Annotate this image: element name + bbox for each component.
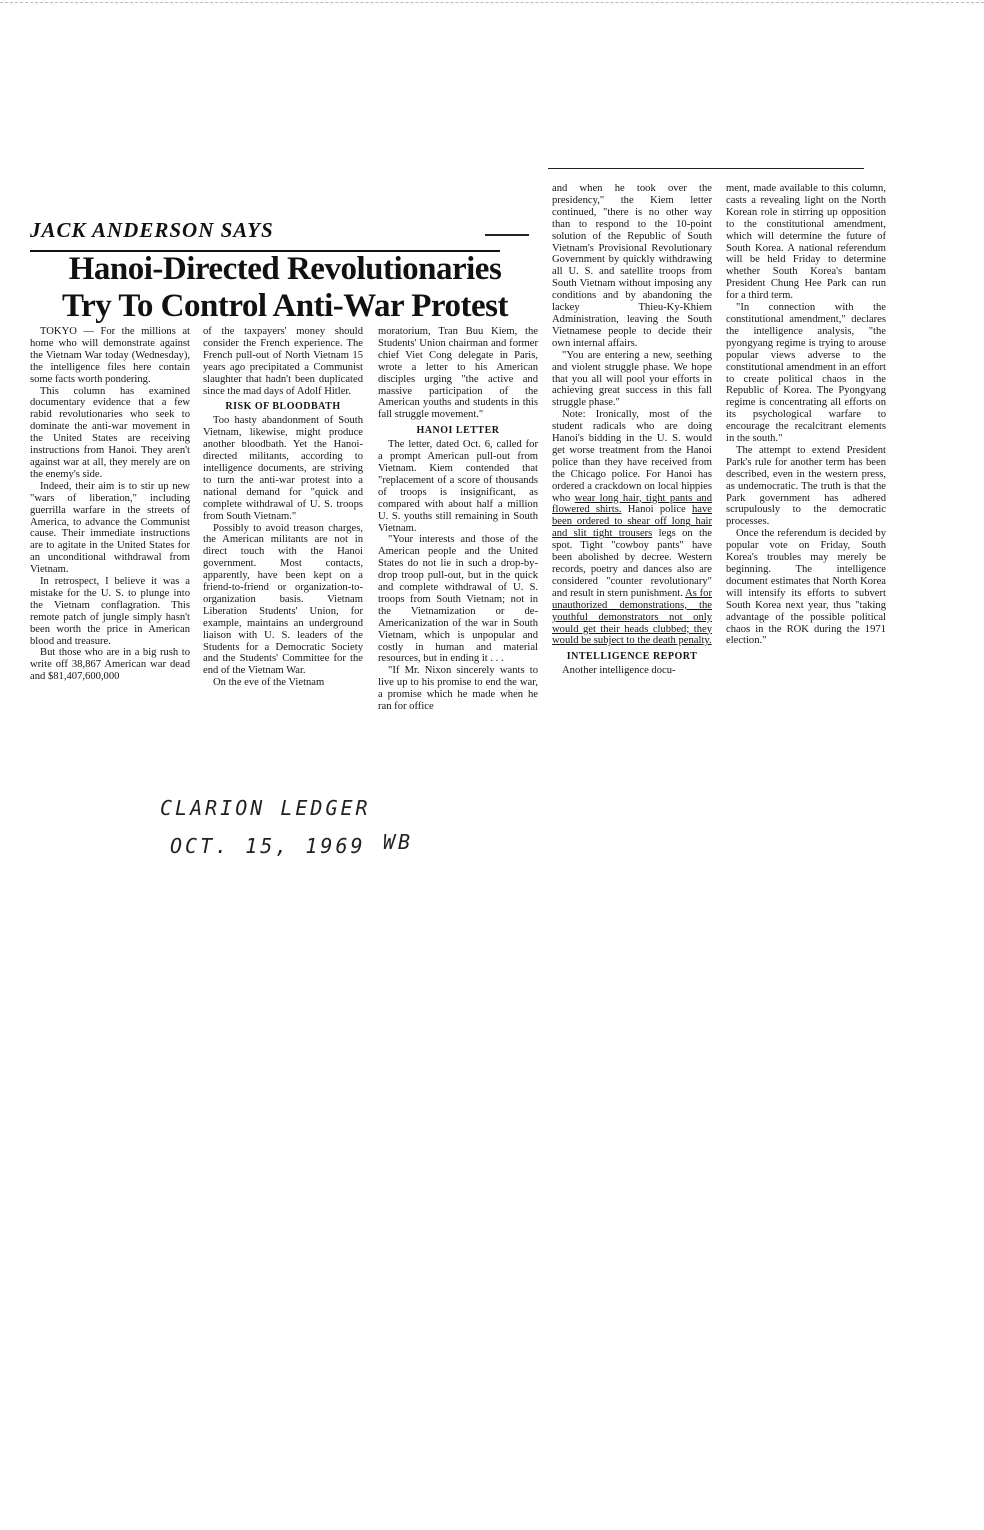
page-top-dashed-rule <box>0 2 984 3</box>
paragraph: of the taxpayers' money should consider the French experience. The French pull-out of North Vietnam 15 years ago precipitated a Communist slaughter that hadn't been duplicated since the mad days of Adolf Hitler. <box>203 326 363 397</box>
subhead-risk-of-bloodbath: RISK OF BLOODBATH <box>225 401 341 413</box>
paragraph-text: legs on the spot. Tight "cowboy pants" have been abolished by decree. Western records, poetry and dances also are considered "counter revolutionary" and result in stern punishment. <box>552 528 712 599</box>
paragraph: The letter, dated Oct. 6, called for a prompt American pull-out from Vietnam. Kiem contended that "replacement of a score of thousands of troops is insignificant, as compared with about half a million U. S. youths still remaining in South Vietnam. <box>378 439 538 534</box>
paragraph: Once the referendum is decided by popular vote on Friday, South Korea's troubles may merely be beginning. The intelligence document estimates that North Korea will intensify its efforts to subvert South Korea next year, thus "taking advantage of the possible political chaos in the ROK during the 1971 election." <box>726 528 886 647</box>
paragraph: "You are entering a new, seething and violent struggle phase. We hope that you all will pool your efforts in achieving great success in this fall struggle phase." <box>552 349 712 409</box>
handwritten-initials: WB <box>383 830 414 854</box>
underlined-passage: wear long hair, tight pants and flowered shirts. <box>552 492 712 516</box>
handwritten-date: OCT. 15, 1969 <box>170 834 366 858</box>
paragraph: ment, made available to this column, casts a revealing light on the North Korean role in stirring up opposition to the constitutional amendment, which will determine the future of South Korea. A national referendum will be held Friday to determine whether South Korea's bantam President Chung Hee Park can run for a third term. <box>726 183 886 302</box>
article-column-5 <box>726 183 886 647</box>
paragraph: "In connection with the constitutional amendment," declares the intelligence analysis, "the pyongyang regime is trying to arouse popular views adverse to the constitutional amendment in an effort to create political chaos in the Republic of Korea. The Pyongyang regime is concentrating all efforts on its psychological warfare to encourage the recalcitrant elements in the south." <box>726 302 886 445</box>
paragraph: and when he took over the presidency," the Kiem letter continued, "there is no other way than to respond to the 10-point solution of the Republic of South Vietnam's Provisional Revolutionary Government by quickly withdrawing all U. S. and satellite troops from South Vietnam without imposing any conditions and by abandoning the lackey Thieu-Ky-Khiem Administration, leaving the South Vietnamese people to decide their own internal affairs. <box>552 183 712 349</box>
headline-line-1: Hanoi-Directed Revolutionaries <box>68 251 502 287</box>
handwritten-source: CLARION LEDGER <box>160 796 371 820</box>
paragraph: This column has examined documentary evidence that a few rabid revolutionaries who seek to dominate the anti-war movement in the United States are receiving instructions from Hanoi. They aren't against war at all, they merely are on the enemy's side. <box>30 385 190 480</box>
paragraph: TOKYO — For the millions at home who will demonstrate against the Vietnam War today (Wednesday), the intelligence files here contain some facts worth pondering. <box>30 326 190 385</box>
paragraph <box>552 409 712 647</box>
subhead-intelligence-report: INTELLIGENCE REPORT <box>566 651 698 663</box>
article-column-1 <box>30 326 190 683</box>
paragraph: Indeed, their aim is to stir up new "wars of liberation," including guerrilla warfare in the streets of America, to advance the Communist cause. Their immediate instructions are to agitate in the United States for an unconditional withdrawal from Vietnam. <box>30 480 190 576</box>
underlined-passage: have been ordered to shear off long hair and slit tight trousers <box>552 504 712 540</box>
paragraph: The attempt to extend President Park's rule for another term has been described, even in the western press, as undemocratic. The truth is that the Park government has adhered scrupulously to the democratic processes. <box>726 444 886 528</box>
paragraph: Another intelligence docu- <box>562 665 676 677</box>
paragraph: But those who are in a big rush to write off 38,867 American war dead and $81,407,600,000 <box>30 647 190 683</box>
paragraph: Possibly to avoid treason charges, the American militants are not in direct touch with the Hanoi government. Most contacts, apparently, have been kept on a friend-to-friend or organization-to-organization basis. Vietnam Liberation Students' Union, for example, maintains an underground liaison with U. S. leaders of the Students for a Democratic Society and the Students' Committee for the end of the Vietnam War. <box>203 522 363 677</box>
underlined-passage: As for unauthorized demonstrations, the youthful demonstrators not only would get their heads clubbed; they would be subject to the death penalty. <box>552 587 713 647</box>
article-column-4 <box>552 183 712 677</box>
article-column-3 <box>378 326 538 713</box>
paragraph: On the eve of the Vietnam <box>213 677 325 689</box>
article-column-2 <box>203 326 363 689</box>
column-top-rule <box>548 168 864 169</box>
column-kicker: JACK ANDERSON SAYS <box>30 218 274 242</box>
paragraph: "Your interests and those of the American people and the United States do not lie in such a drop-by-drop troop pull-out, but in the quick and complete withdrawal of U. S. troops from South Vietnam; not in the Vietnamization or de-Americanization of the war in South Vietnam, which is unpopular and costly in human and material resources, but in ending it . . . <box>378 534 538 665</box>
dash-mark <box>485 234 529 236</box>
paragraph: moratorium, Tran Buu Kiem, the Students' Union chairman and former chief Viet Cong delegate in Paris, wrote a letter to his American disciples urging "the active and massive participation of the American youths and students in this fall struggle movement." <box>378 326 538 421</box>
subhead-hanoi-letter: HANOI LETTER <box>416 425 500 437</box>
headline-line-2: Try To Control Anti-War Protest <box>62 288 508 324</box>
paragraph-text: Hanoi police <box>621 504 692 516</box>
paragraph: Too hasty abandonment of South Vietnam, likewise, might produce another bloodbath. Yet the Hanoi-directed militants, according to intelligence documents, are striving to turn the anti-war protest into a national demand for "quick and complete withdrawal of U. S. troops from South Vietnam." <box>203 415 363 522</box>
paragraph-text: Note: Ironically, most of the student radicals who are doing Hanoi's bidding in the U. S. would get worse treatment from the Hanoi police than they have received from the Chicago police. For Hanoi has ordered a crackdown on local hippies who <box>552 409 712 504</box>
paragraph: "If Mr. Nixon sincerely wants to live up to his promise to end the war, a promise which he made when he ran for office <box>378 665 538 713</box>
paragraph: In retrospect, I believe it was a mistake for the U. S. to plunge into the Vietnam conflagration. This remote patch of jungle simply hasn't been worth the price in American blood and treasure. <box>30 576 190 647</box>
